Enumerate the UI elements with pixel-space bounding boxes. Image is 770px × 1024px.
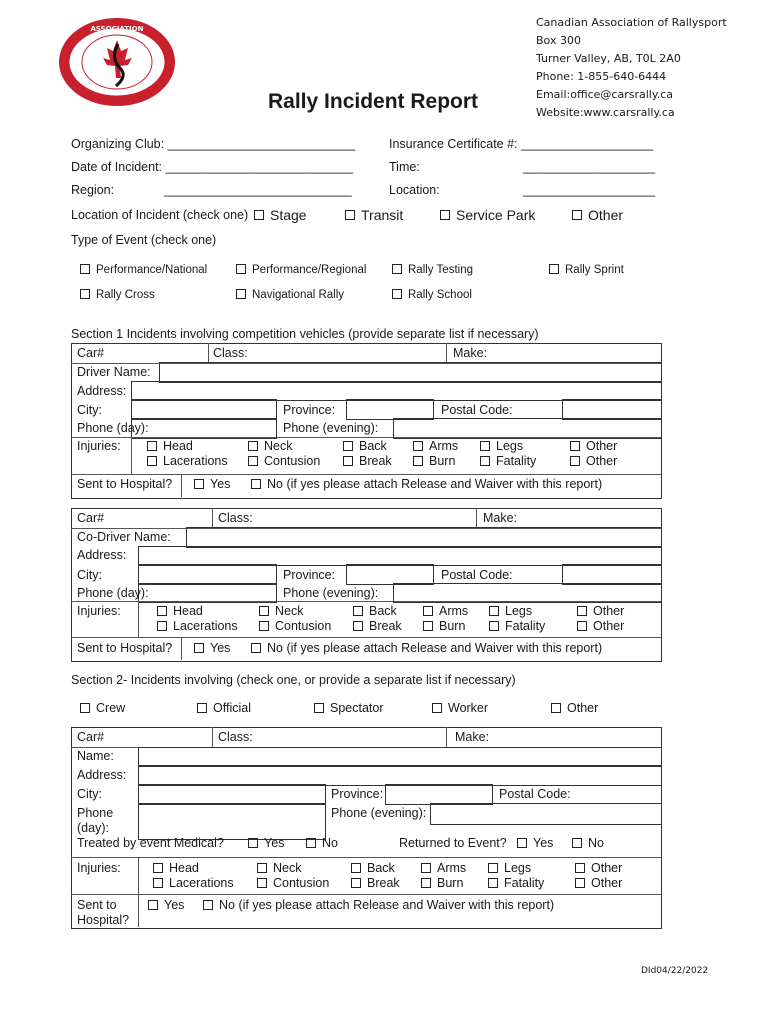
loc-option-transit[interactable]	[345, 207, 403, 223]
treated-label: Treated by event Medical?	[77, 836, 224, 850]
hospital-label: Sent to Hospital?	[77, 641, 173, 655]
injury-option[interactable]	[488, 861, 531, 875]
phone-day-input[interactable]	[131, 418, 277, 439]
injury-option[interactable]	[248, 454, 320, 468]
sent-to-label: Sent to	[77, 898, 117, 912]
injury-option[interactable]	[259, 619, 331, 633]
checkbox[interactable]	[575, 878, 585, 888]
class-label: Class:	[218, 730, 253, 744]
injury-label: Burn	[439, 619, 466, 633]
injury-option[interactable]	[480, 439, 523, 453]
checkbox[interactable]	[153, 878, 163, 888]
injury-label: Back	[359, 439, 387, 453]
involved-label: Spectator	[330, 701, 384, 715]
injury-label: Legs	[504, 861, 532, 875]
checkbox[interactable]	[413, 456, 423, 466]
checkbox[interactable]	[153, 863, 163, 873]
checkbox[interactable]	[203, 900, 213, 910]
injury-label: Fatality	[496, 454, 537, 468]
injury-option[interactable]	[423, 619, 465, 633]
injury-option[interactable]	[153, 876, 234, 890]
loc-option-service-park[interactable]	[440, 207, 535, 223]
injury-label: Arms	[437, 861, 467, 875]
involved-label: Other	[567, 701, 599, 715]
checkbox[interactable]	[257, 863, 267, 873]
phone-evening-input[interactable]	[393, 418, 662, 439]
returned-no[interactable]	[572, 836, 604, 850]
location-incident-label	[71, 208, 248, 222]
name-input[interactable]	[138, 747, 662, 767]
injury-label: Back	[367, 861, 395, 875]
address-input[interactable]	[138, 765, 662, 786]
checkbox[interactable]	[570, 441, 580, 451]
checkbox[interactable]	[577, 606, 587, 616]
hospital-no[interactable]	[251, 477, 602, 491]
address-label: Address:	[77, 768, 127, 782]
phone-day-label: Phone (day):	[77, 421, 149, 435]
involved-label: Official	[213, 701, 251, 715]
checkbox[interactable]	[236, 264, 246, 274]
event-option-label: Rally Sprint	[565, 264, 624, 276]
yes-label: Yes	[210, 477, 231, 491]
loc-option-label: Transit	[361, 207, 404, 223]
injury-label: Neck	[264, 439, 293, 453]
injury-label: Fatality	[504, 876, 545, 890]
checkbox[interactable]	[343, 456, 353, 466]
checkbox[interactable]	[413, 441, 423, 451]
event-option-label: Rally School	[408, 289, 472, 301]
divider	[138, 857, 139, 927]
postal-code-input[interactable]	[562, 399, 662, 420]
checkbox[interactable]	[517, 838, 527, 848]
checkbox[interactable]	[489, 621, 499, 631]
organizing-club-field[interactable]: Organizing Club: ___________________________	[71, 137, 356, 151]
event-option[interactable]	[392, 289, 472, 301]
checkbox[interactable]	[353, 606, 363, 616]
make-label: Make:	[453, 346, 488, 360]
injury-option[interactable]	[147, 454, 228, 468]
phone-evening-label: Phone (evening):	[283, 421, 379, 435]
returned-yes[interactable]	[517, 836, 553, 850]
yes-label: Yes	[533, 836, 554, 850]
divider	[71, 474, 661, 475]
injury-option[interactable]	[153, 861, 199, 875]
injury-option[interactable]	[343, 439, 387, 453]
injury-label: Fatality	[505, 619, 546, 633]
divider	[71, 857, 661, 858]
involved-option[interactable]	[432, 701, 488, 715]
checkbox[interactable]	[392, 264, 402, 274]
injury-label: Other	[586, 439, 618, 453]
address-input[interactable]	[138, 546, 662, 566]
driver-name-label: Driver Name:	[77, 365, 151, 379]
event-option[interactable]	[549, 264, 624, 276]
treated-no[interactable]	[306, 836, 338, 850]
city-input[interactable]	[131, 399, 277, 420]
divider	[138, 601, 139, 637]
divider	[131, 437, 132, 474]
form-title: Rally Incident Report	[268, 90, 479, 113]
checkbox[interactable]	[236, 289, 246, 299]
loc-option-label: Other	[588, 207, 624, 223]
involved-label: Crew	[96, 701, 126, 715]
divider	[446, 727, 447, 747]
org-line: Email:office@carsrally.ca	[536, 88, 674, 101]
injury-label: Neck	[275, 604, 304, 618]
checkbox[interactable]	[572, 210, 582, 220]
event-option-label: Rally Testing	[408, 264, 473, 276]
address-input[interactable]	[131, 381, 662, 401]
driver-name-input[interactable]	[159, 362, 662, 383]
injury-label: Contusion	[273, 876, 330, 890]
involved-option[interactable]	[80, 701, 125, 715]
checkbox[interactable]	[488, 863, 498, 873]
injury-label: Other	[591, 861, 623, 875]
class-label: Class:	[218, 511, 253, 525]
org-line: Phone: 1-855-640-6444	[536, 70, 667, 83]
injury-option[interactable]	[421, 876, 463, 890]
loc-option-label: Service Park	[456, 207, 536, 223]
injuries-label: Injuries:	[77, 861, 121, 875]
injury-option[interactable]	[575, 876, 622, 890]
checkbox[interactable]	[194, 643, 204, 653]
injury-option[interactable]	[489, 604, 532, 618]
injury-option[interactable]	[575, 861, 622, 875]
province-label: Province:	[283, 568, 336, 582]
region-label: Region:	[71, 183, 115, 197]
injury-option[interactable]	[257, 861, 301, 875]
province-label: Province:	[283, 403, 336, 417]
class-label: Class:	[213, 346, 248, 360]
checkbox[interactable]	[259, 621, 269, 631]
injuries-label: Injuries:	[77, 439, 121, 453]
no-label: No	[322, 836, 338, 850]
treated-yes[interactable]	[248, 836, 284, 850]
hospital-yes[interactable]	[194, 641, 230, 655]
phone-evening-label: Phone (evening):	[331, 806, 427, 820]
org-line: Canadian Association of Rallysport	[536, 16, 727, 29]
injury-option[interactable]	[488, 876, 544, 890]
injury-label: Other	[593, 619, 625, 633]
yes-label: Yes	[264, 836, 285, 850]
divider	[181, 637, 182, 660]
injury-option[interactable]	[423, 604, 468, 618]
checkbox[interactable]	[489, 606, 499, 616]
checkbox[interactable]	[343, 441, 353, 451]
event-option-label: Navigational Rally	[252, 289, 345, 301]
region-field[interactable]: ___________________________	[164, 183, 352, 197]
postal-code-label: Postal Code:	[499, 787, 571, 801]
address-label: Address:	[77, 548, 127, 562]
event-option-label: Rally Cross	[96, 289, 155, 301]
injury-option[interactable]	[480, 454, 536, 468]
injury-option[interactable]	[489, 619, 545, 633]
injury-option[interactable]	[421, 861, 466, 875]
checkbox[interactable]	[392, 289, 402, 299]
checkbox[interactable]	[251, 643, 261, 653]
association-logo	[58, 18, 176, 106]
injury-option[interactable]	[413, 439, 458, 453]
injury-label: Break	[359, 454, 392, 468]
date-of-incident-field[interactable]: Date of Incident: ___________________________	[71, 160, 354, 174]
checkbox[interactable]	[306, 838, 316, 848]
checkbox[interactable]	[577, 621, 587, 631]
divider	[181, 474, 182, 497]
phone-day-input[interactable]	[138, 803, 326, 840]
day-label: (day):	[77, 821, 109, 835]
no-label: No	[588, 836, 604, 850]
checkbox[interactable]	[314, 703, 324, 713]
involved-label: Worker	[448, 701, 489, 715]
city-input[interactable]	[138, 784, 326, 805]
injury-option[interactable]	[147, 439, 193, 453]
injury-option[interactable]	[157, 619, 238, 633]
city-label: City:	[77, 403, 102, 417]
checkbox[interactable]	[147, 456, 157, 466]
province-label: Province:	[331, 787, 384, 801]
checkbox[interactable]	[248, 456, 258, 466]
checkbox[interactable]	[432, 703, 442, 713]
checkbox[interactable]	[147, 441, 157, 451]
hospital-label: Sent to Hospital?	[77, 477, 173, 491]
loc-option-label: Stage	[270, 207, 307, 223]
postal-code-label: Postal Code:	[441, 403, 513, 417]
involved-option[interactable]	[314, 701, 384, 715]
hospital-yes[interactable]	[194, 477, 230, 491]
checkbox[interactable]	[248, 441, 258, 451]
checkbox[interactable]	[80, 264, 90, 274]
yes-label: Yes	[164, 898, 185, 912]
checkbox[interactable]	[351, 878, 361, 888]
city-label: City:	[77, 787, 102, 801]
injury-option[interactable]	[343, 454, 392, 468]
checkbox[interactable]	[421, 878, 431, 888]
injury-label: Lacerations	[173, 619, 238, 633]
involved-option[interactable]	[551, 701, 598, 715]
injury-label: Head	[163, 439, 193, 453]
divider	[71, 637, 661, 638]
svg-text:ASSOCIATION: ASSOCIATION	[90, 25, 144, 33]
phone-day-label: Phone (day):	[77, 586, 149, 600]
injury-label: Other	[591, 876, 623, 890]
checkbox[interactable]	[148, 900, 158, 910]
checkbox[interactable]	[197, 703, 207, 713]
organization-address	[536, 14, 727, 122]
injury-label: Neck	[273, 861, 302, 875]
checkbox[interactable]	[423, 621, 433, 631]
injury-option[interactable]	[259, 604, 303, 618]
location-field[interactable]: ___________________	[523, 183, 656, 197]
car-label: Car#	[77, 730, 105, 744]
checkbox[interactable]	[194, 479, 204, 489]
checkbox[interactable]	[421, 863, 431, 873]
checkbox[interactable]	[80, 289, 90, 299]
checkbox[interactable]	[423, 606, 433, 616]
injury-label: Other	[586, 454, 618, 468]
phone-evening-input[interactable]	[393, 583, 662, 603]
injury-label: Burn	[437, 876, 464, 890]
injury-label: Contusion	[264, 454, 321, 468]
checkbox[interactable]	[480, 441, 490, 451]
injury-label: Break	[367, 876, 400, 890]
event-option[interactable]	[236, 264, 366, 276]
injury-option[interactable]	[570, 454, 617, 468]
injury-label: Burn	[429, 454, 456, 468]
org-line: Box 300	[536, 34, 581, 47]
injury-label: Lacerations	[163, 454, 228, 468]
checkbox[interactable]	[480, 456, 490, 466]
postal-code-input[interactable]	[562, 564, 662, 585]
car-label: Car#	[77, 346, 105, 360]
checkbox[interactable]	[551, 703, 561, 713]
injury-option[interactable]	[351, 876, 400, 890]
hospital-yes[interactable]	[148, 898, 184, 912]
injury-label: Arms	[429, 439, 459, 453]
make-label: Make:	[455, 730, 490, 744]
hospital-label: Hospital?	[77, 913, 130, 927]
injury-label: Legs	[505, 604, 533, 618]
divider	[208, 343, 209, 363]
hospital-no[interactable]	[203, 898, 554, 912]
injury-option[interactable]	[413, 454, 455, 468]
event-option[interactable]	[80, 264, 207, 276]
injury-label: Contusion	[275, 619, 332, 633]
injury-option[interactable]	[248, 439, 292, 453]
codriver-name-input[interactable]	[186, 527, 662, 548]
injury-option[interactable]	[351, 861, 395, 875]
injury-option[interactable]	[157, 604, 203, 618]
phone-label: Phone	[77, 806, 114, 820]
section1-heading: Section 1 Incidents involving competition vehicles (provide separate list if necessary)	[71, 327, 539, 341]
codriver-name-label: Co-Driver Name:	[77, 530, 171, 544]
checkbox[interactable]	[549, 264, 559, 274]
returned-label: Returned to Event?	[399, 836, 507, 850]
document-id: DId04/22/2022	[641, 966, 709, 976]
checkbox[interactable]	[157, 621, 167, 631]
divider	[446, 343, 447, 363]
phone-evening-input[interactable]	[430, 803, 662, 825]
checkbox[interactable]	[251, 479, 261, 489]
checkbox[interactable]	[259, 606, 269, 616]
injury-label: Break	[369, 619, 402, 633]
injury-option[interactable]	[577, 604, 624, 618]
injury-label: Lacerations	[169, 876, 234, 890]
make-label: Make:	[483, 511, 518, 525]
location-label: Location:	[389, 183, 440, 197]
divider	[212, 727, 213, 747]
province-input[interactable]	[346, 564, 434, 585]
address-label: Address:	[77, 384, 127, 398]
injury-option[interactable]	[257, 876, 329, 890]
checkbox[interactable]	[157, 606, 167, 616]
city-input[interactable]	[138, 564, 277, 585]
event-type-label: Type of Event (check one)	[71, 233, 217, 247]
injury-option[interactable]	[353, 619, 402, 633]
province-input[interactable]	[385, 784, 493, 805]
divider	[71, 894, 661, 895]
location-incident-text: Location of Incident (check one)	[71, 208, 249, 222]
checkbox[interactable]	[257, 878, 267, 888]
no-label: No (if yes please attach Release and Waiver with this report)	[267, 477, 603, 491]
checkbox[interactable]	[575, 863, 585, 873]
injury-option[interactable]	[570, 439, 617, 453]
injury-label: Back	[369, 604, 397, 618]
no-label: No (if yes please attach Release and Waiver with this report)	[219, 898, 555, 912]
event-option-label: Performance/Regional	[252, 264, 367, 276]
checkbox[interactable]	[353, 621, 363, 631]
loc-option-other[interactable]	[572, 207, 623, 223]
checkbox[interactable]	[351, 863, 361, 873]
name-label: Name:	[77, 749, 114, 763]
time-field[interactable]: ___________________	[523, 160, 656, 174]
injury-label: Other	[593, 604, 625, 618]
insurance-certificate-field[interactable]: Insurance Certificate #: ___________________	[389, 137, 654, 151]
injury-option[interactable]	[577, 619, 624, 633]
checkbox[interactable]	[488, 878, 498, 888]
checkbox[interactable]	[440, 210, 450, 220]
injuries-label: Injuries:	[77, 604, 121, 618]
checkbox[interactable]	[80, 703, 90, 713]
involved-option[interactable]	[197, 701, 251, 715]
org-line: Website:www.carsrally.ca	[536, 106, 675, 119]
org-line: Turner Valley, AB, T0L 2A0	[536, 52, 681, 65]
yes-label: Yes	[210, 641, 231, 655]
injury-label: Arms	[439, 604, 469, 618]
event-option[interactable]	[80, 289, 155, 301]
checkbox[interactable]	[572, 838, 582, 848]
injury-label: Legs	[496, 439, 524, 453]
divider	[212, 508, 213, 528]
injury-label: Head	[169, 861, 199, 875]
no-label: No (if yes please attach Release and Waiver with this report)	[267, 641, 603, 655]
time-label: Time:	[389, 160, 420, 174]
event-option[interactable]	[236, 289, 344, 301]
checkbox[interactable]	[345, 210, 355, 220]
car-label: Car#	[77, 511, 105, 525]
injury-option[interactable]	[353, 604, 397, 618]
checkbox[interactable]	[570, 456, 580, 466]
postal-code-label: Postal Code:	[441, 568, 513, 582]
checkbox[interactable]	[254, 210, 264, 220]
event-option-label: Performance/National	[96, 264, 208, 276]
event-option[interactable]	[392, 264, 473, 276]
loc-option-stage[interactable]	[254, 207, 307, 223]
province-input[interactable]	[346, 399, 434, 420]
phone-evening-label: Phone (evening):	[283, 586, 379, 600]
checkbox[interactable]	[248, 838, 258, 848]
phone-day-input[interactable]	[138, 583, 277, 603]
hospital-no[interactable]	[251, 641, 602, 655]
section2-heading: Section 2- Incidents involving (check one, or provide a separate list if necessary)	[71, 673, 516, 687]
injury-label: Head	[173, 604, 203, 618]
divider	[476, 508, 477, 528]
city-label: City:	[77, 568, 102, 582]
